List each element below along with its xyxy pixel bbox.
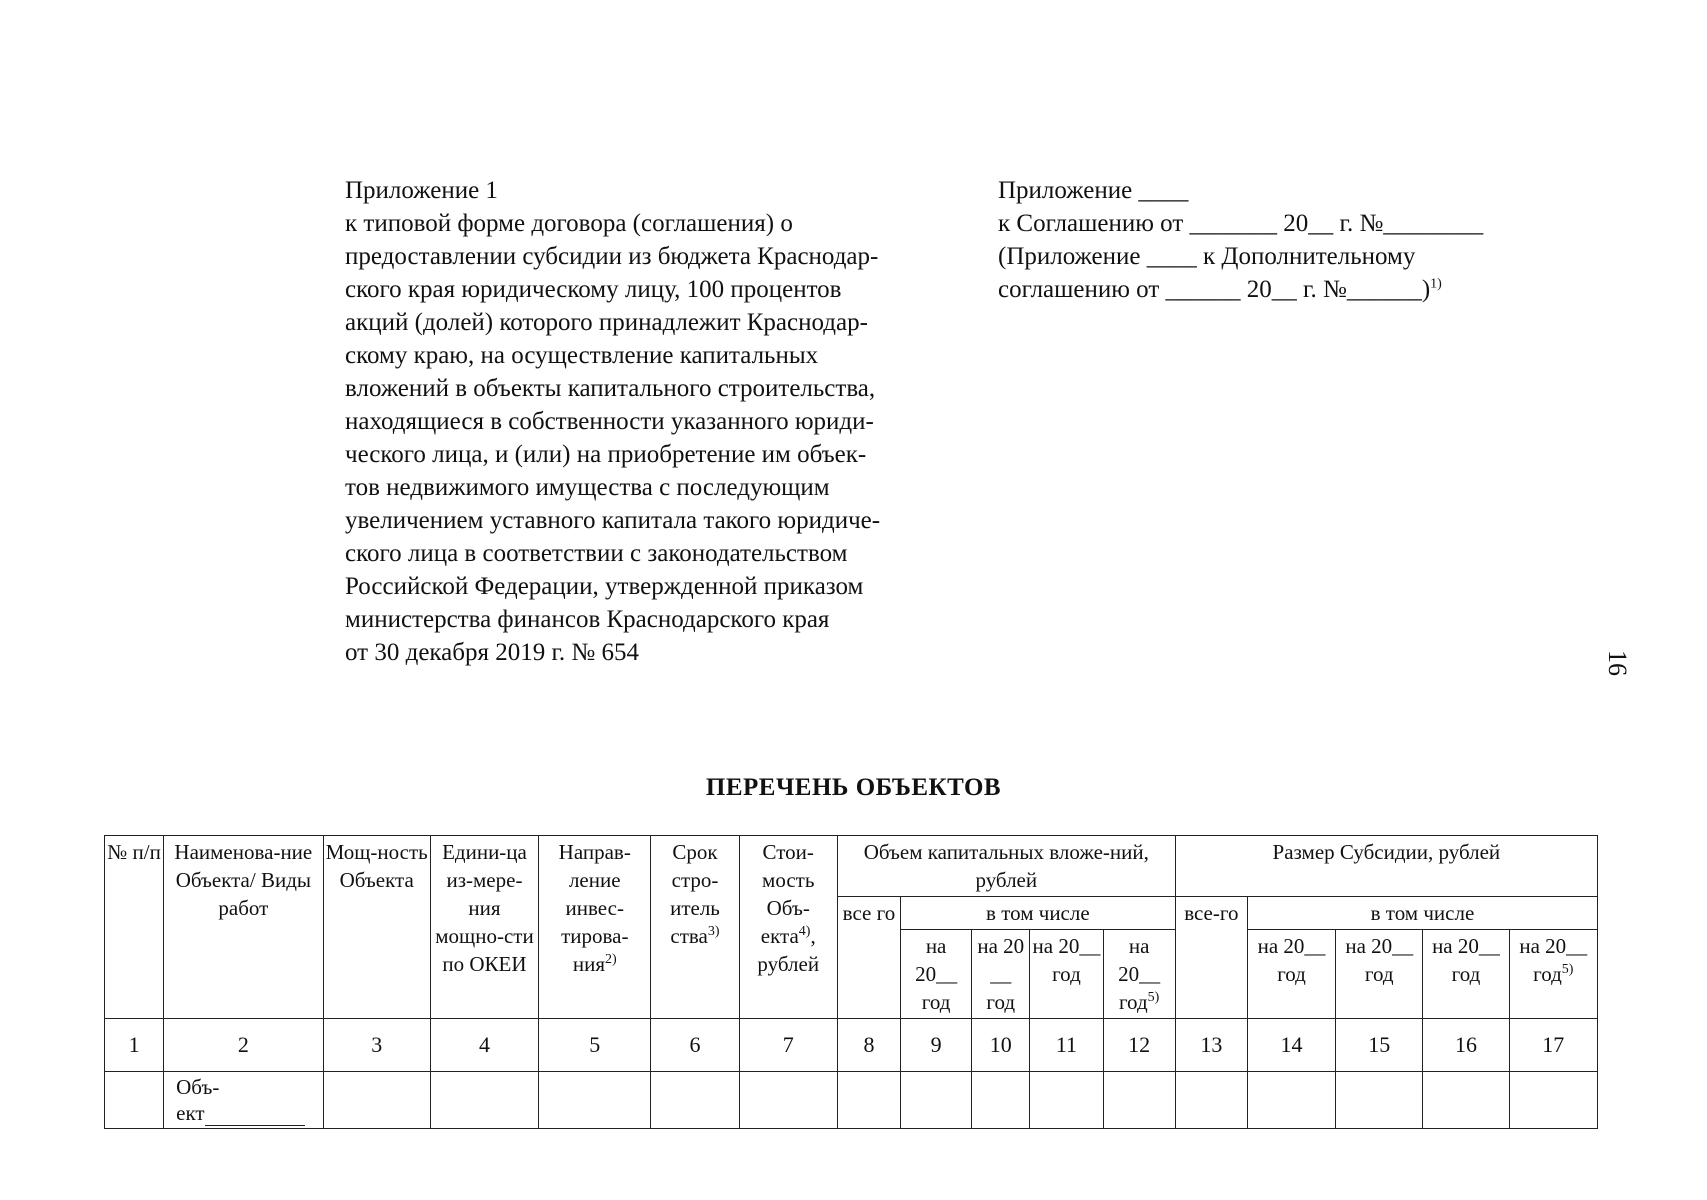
column-number: 6 — [651, 1019, 739, 1072]
column-number: 3 — [323, 1019, 430, 1072]
header-year-text: на 20__ год — [1118, 934, 1161, 1014]
header-volume: Объем капитальных вложе-ний, рублей — [837, 836, 1175, 897]
header-year-text: на 20__ год — [1519, 934, 1588, 986]
left-line: к типовой форме договора (соглашения) о — [345, 210, 793, 237]
column-number: 17 — [1509, 1019, 1597, 1072]
header-direction-text: Направ-ление инвес-тирова-ния — [558, 840, 631, 976]
header-term — [651, 836, 739, 1019]
column-number: 1 — [105, 1019, 164, 1072]
column-number: 13 — [1175, 1019, 1247, 1072]
left-line: находящиеся в собственности указанного юриди- — [345, 408, 874, 435]
header-capacity: Мощ-ность Объекта — [323, 836, 430, 1019]
appendix-right-block — [998, 174, 1618, 306]
header-cost-text: Стои-мость Объ-екта — [760, 840, 815, 948]
header-year: на 20__ год — [1423, 930, 1509, 1019]
cell-empty — [1103, 1072, 1175, 1129]
left-line: вложений в объекты капитального строительства, — [345, 375, 876, 402]
header-name: Наименова-ние Объекта/ Виды работ — [164, 836, 323, 1019]
header-direction — [539, 836, 651, 1019]
left-line: ческого лица, и (или) на приобретение им объек- — [345, 441, 867, 468]
column-number: 10 — [972, 1019, 1030, 1072]
column-number-row — [105, 1019, 1598, 1072]
appendix-left-block — [345, 174, 965, 669]
header-year — [1509, 930, 1597, 1019]
cell-empty — [1509, 1072, 1597, 1129]
cell-empty — [1423, 1072, 1509, 1129]
cell-empty — [105, 1072, 164, 1129]
header-year: на 20__ год — [1247, 930, 1335, 1019]
left-line: акций (долей) которого принадлежит Краснодар- — [345, 309, 868, 336]
column-number: 8 — [837, 1019, 900, 1072]
column-number: 12 — [1103, 1019, 1175, 1072]
header-year: на 20__ год — [1030, 930, 1103, 1019]
cell-empty — [901, 1072, 972, 1129]
header-volume-including: в том числе — [901, 897, 1176, 930]
right-line: соглашению от ______ 20__ г. №______) — [998, 276, 1431, 303]
blank-line — [205, 1105, 305, 1126]
left-line: предоставлении субсидии из бюджета Краснодар- — [345, 243, 879, 270]
left-line: ского лица в соответствии с законодательством — [345, 540, 848, 567]
page-number: 16 — [1603, 650, 1632, 676]
column-number: 5 — [539, 1019, 651, 1072]
cell-empty — [837, 1072, 900, 1129]
left-line: Приложение 1 — [345, 177, 498, 204]
header-num: № п/п — [105, 836, 164, 1019]
header-year — [1103, 930, 1175, 1019]
cell-empty — [1175, 1072, 1247, 1129]
right-line-with-footnote — [998, 273, 1618, 306]
cell-empty — [651, 1072, 739, 1129]
column-number: 9 — [901, 1019, 972, 1072]
column-number: 15 — [1336, 1019, 1423, 1072]
column-number: 14 — [1247, 1019, 1335, 1072]
cell-empty — [430, 1072, 538, 1129]
cell-empty — [539, 1072, 651, 1129]
header-cost-tail: , рублей — [757, 924, 820, 976]
cell-empty — [972, 1072, 1030, 1129]
left-line: Российской Федерации, утвержденной приказом — [345, 573, 864, 600]
object-cell — [164, 1072, 323, 1129]
column-number: 16 — [1423, 1019, 1509, 1072]
header-row-1 — [105, 836, 1598, 897]
footnote-marker: 1) — [1430, 276, 1442, 292]
header-subsidy-total: все-го — [1175, 897, 1247, 1019]
cell-empty — [323, 1072, 430, 1129]
cell-empty — [1030, 1072, 1103, 1129]
cell-empty — [1336, 1072, 1423, 1129]
column-number: 4 — [430, 1019, 538, 1072]
header-year: на 20 __ год — [972, 930, 1030, 1019]
header-term-text: Срок стро-итель ства — [670, 840, 720, 948]
right-line: к Соглашению от _______ 20__ г. №________ — [998, 210, 1484, 237]
left-line: увеличением уставного капитала такого юридиче- — [345, 507, 881, 534]
header-subsidy-including: в том числе — [1247, 897, 1597, 930]
right-line: (Приложение ____ к Дополнительному — [998, 243, 1416, 270]
right-line: Приложение ____ — [998, 177, 1189, 204]
footnote-marker: 2) — [604, 952, 617, 967]
object-label: ект — [176, 1101, 205, 1125]
column-number: 7 — [739, 1019, 837, 1072]
object-label: Объ- — [176, 1075, 220, 1099]
left-line: от 30 декабря 2019 г. № 654 — [345, 639, 640, 666]
footnote-marker: 3) — [707, 924, 720, 939]
footnote-marker: 5) — [1561, 962, 1574, 977]
left-line: тов недвижимого имущества с последующим — [345, 474, 830, 501]
header-subsidy: Размер Субсидии, рублей — [1175, 836, 1597, 897]
cell-empty — [739, 1072, 837, 1129]
header-cost — [739, 836, 837, 1019]
table-row — [105, 1072, 1598, 1129]
cell-empty — [1247, 1072, 1335, 1129]
column-number: 11 — [1030, 1019, 1103, 1072]
left-line: скому краю, на осуществление капитальных — [345, 342, 819, 369]
footnote-marker: 5) — [1147, 990, 1160, 1005]
objects-table — [104, 835, 1598, 1129]
page-title: ПЕРЕЧЕНЬ ОБЪЕКТОВ — [705, 774, 1002, 801]
header-unit: Едини-ца из-мере-ния мощно-сти по ОКЕИ — [430, 836, 538, 1019]
header-volume-total: все го — [837, 897, 900, 1019]
left-line: ского края юридическому лицу, 100 процентов — [345, 276, 842, 303]
footnote-marker: 4) — [798, 924, 811, 939]
header-year: на 20__ год — [1336, 930, 1423, 1019]
left-line: министерства финансов Краснодарского края — [345, 606, 830, 633]
column-number: 2 — [164, 1019, 323, 1072]
header-year: на 20__ год — [901, 930, 972, 1019]
